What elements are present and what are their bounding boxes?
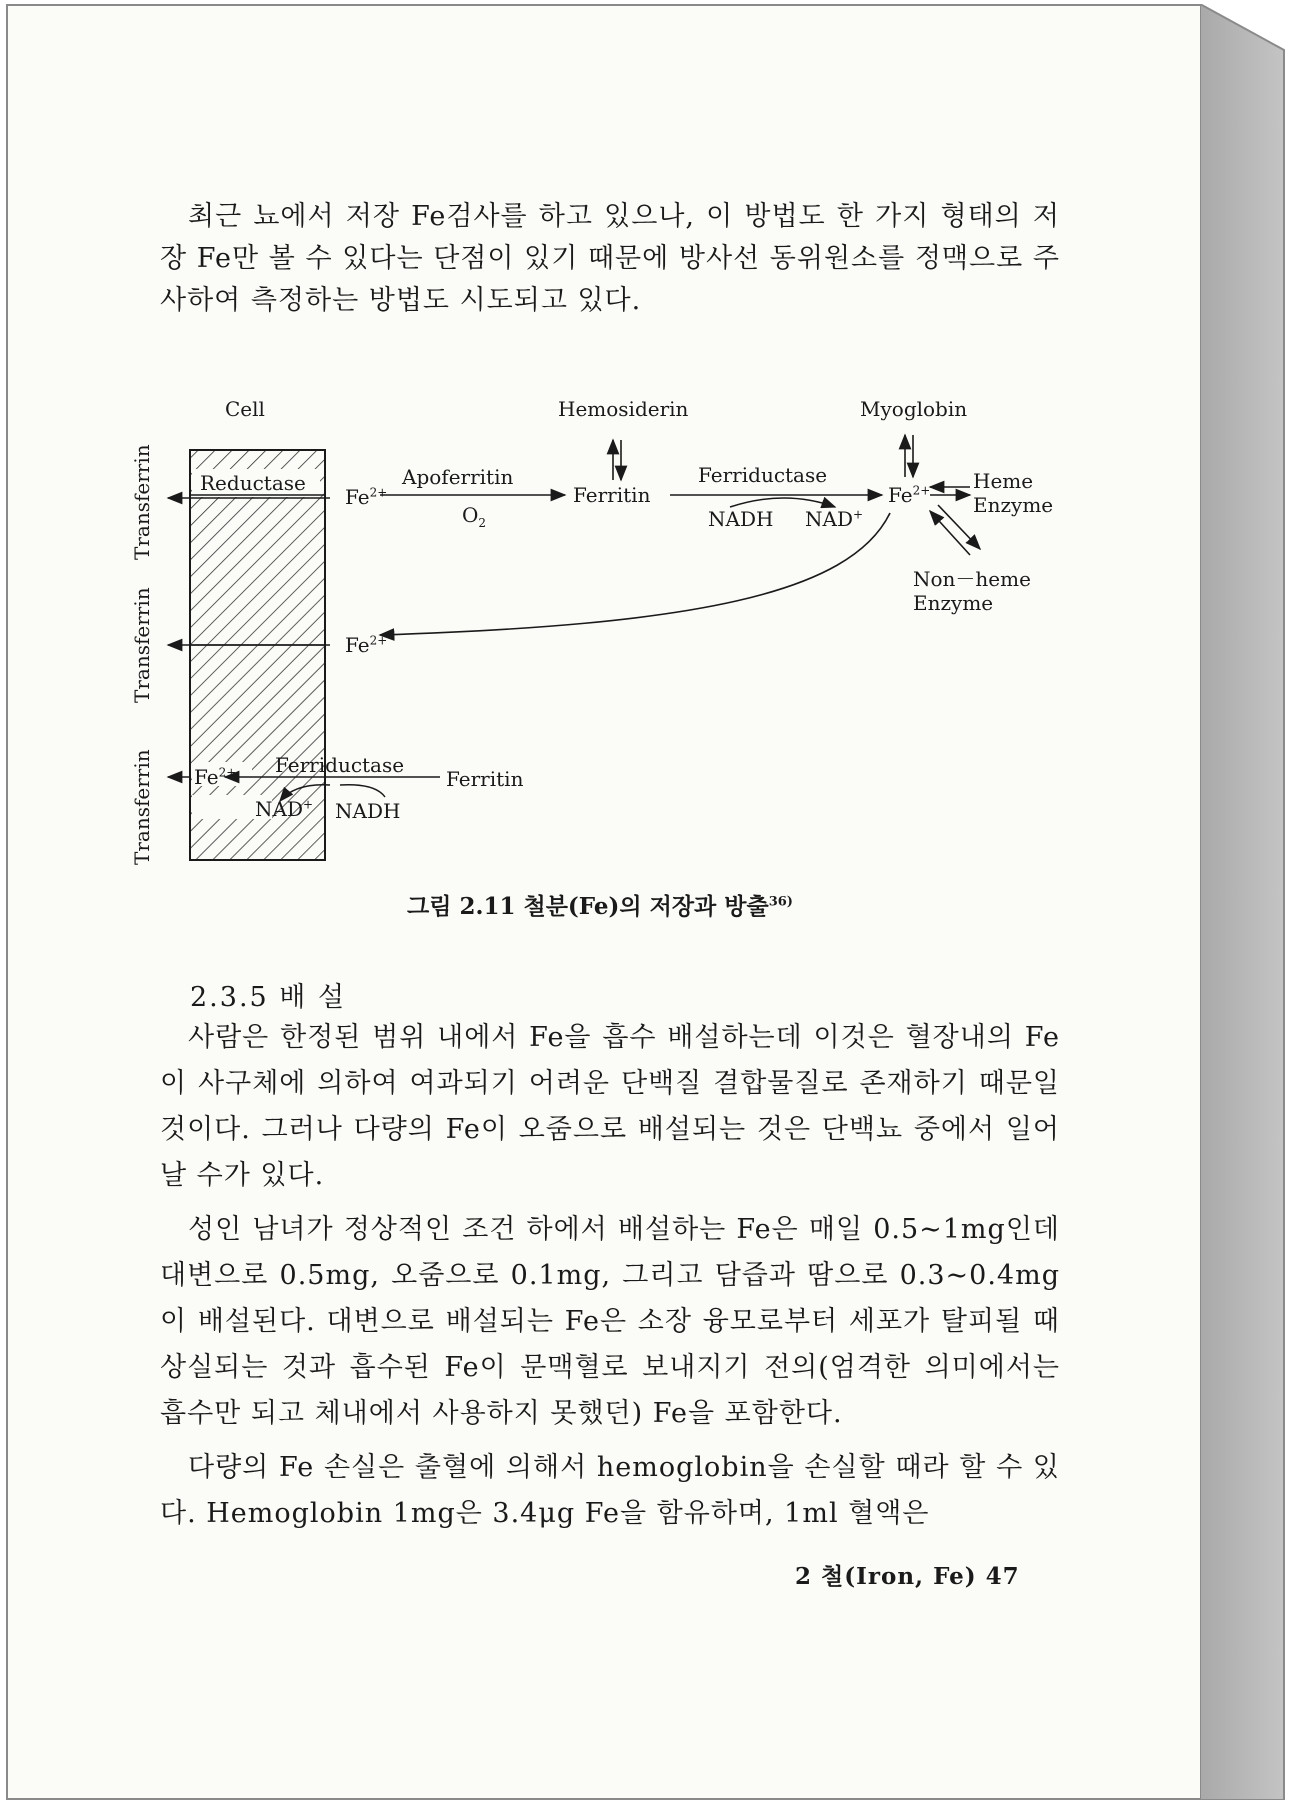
nad-bottom-label: NAD+: [255, 797, 314, 821]
figure-caption: 그림 2.11 철분(Fe)의 저장과 방출$^{36)}$: [407, 893, 793, 920]
hemosiderin-label: Hemosiderin: [558, 397, 689, 421]
heme-enzyme-label: Heme Enzyme: [973, 469, 1054, 517]
nad-top-label: NAD+: [805, 507, 864, 531]
fe-top-label: $Fe^{2+}$: [345, 485, 388, 509]
transferrin-label-2: Transferrin: [130, 587, 154, 703]
o2-label: $O_2$: [462, 503, 487, 530]
reductase-label: Reductase: [200, 471, 306, 495]
nadh-bottom-label: NADH: [335, 799, 401, 823]
nadh-top-label: NADH: [708, 507, 774, 531]
apoferritin-label: Apoferritin: [402, 465, 514, 489]
ferriductase-top-label: Ferriductase: [698, 463, 828, 487]
fe-right-label: $Fe^{2+}$: [888, 483, 931, 507]
nonheme-enzyme-label: Non－heme Enzyme: [913, 567, 1031, 615]
body-text: [160, 1015, 1060, 1545]
cell-label: Cell: [225, 397, 265, 421]
ferriductase-bottom-label: Ferriductase: [275, 753, 405, 777]
page-footer: 2 철(Iron, Fe) 47: [795, 1563, 1020, 1590]
myoglobin-label: Myoglobin: [860, 397, 968, 421]
paragraph-3: 다량의 Fe 손실은 출혈에 의해서 hemoglobin을 손실할 때라 할 수 있다. Hemoglobin 1mg은 3.4μg Fe을 함유하며, 1ml 혈액은: [160, 1452, 1060, 1529]
intro-paragraph: 최근 뇨에서 저장 Fe검사를 하고 있으나, 이 방법도 한 가지 형태의 저장 Fe만 볼 수 있다는 단점이 있기 때문에 방사선 동위원소를 정맥으로 주사하여 측정하는 방법도 시도되고 있다.: [160, 201, 1060, 316]
paragraph-1: 사람은 한정된 범위 내에서 Fe을 흡수 배설하는데 이것은 혈장내의 Fe이 사구체에 의하여 여과되기 어려운 단백질 결합물질로 존재하기 때문일 것이다. 그러나 다량의 Fe이 오줌으로 배설되는 것은 단백뇨 중에서 일어날 수가 있다.: [160, 1022, 1060, 1191]
ferritin-bottom-label: Ferritin: [446, 767, 524, 791]
transferrin-label-3: Transferrin: [130, 749, 154, 865]
section-heading: 2.3.5 배 설: [190, 982, 347, 1013]
fe-bottom-label: $Fe^{2+}$: [194, 765, 237, 789]
ferritin-top-label: Ferritin: [573, 483, 651, 507]
transferrin-label-1: Transferrin: [130, 444, 154, 560]
iron-storage-diagram: [130, 365, 1090, 875]
intro-text: [160, 196, 1060, 330]
fe-middle-label: $Fe^{2+}$: [345, 633, 388, 657]
paragraph-2: 성인 남녀가 정상적인 조건 하에서 배설하는 Fe은 매일 0.5∼1mg인데 대변으로 0.5mg, 오줌으로 0.1mg, 그리고 담즙과 땀으로 0.3∼0.4mg이 배설된다. 대변으로 배설되는 Fe은 소장 융모로부터 세포가 탈피될 때 상실되는 것과 흡수된 Fe이 문맥혈로 보내지기 전의(엄격한 의미에서는 흡수만 되고 체내에서 사용하지 못했던) Fe을 포함한다.: [160, 1214, 1060, 1429]
page-edge: [1200, 4, 1290, 1800]
